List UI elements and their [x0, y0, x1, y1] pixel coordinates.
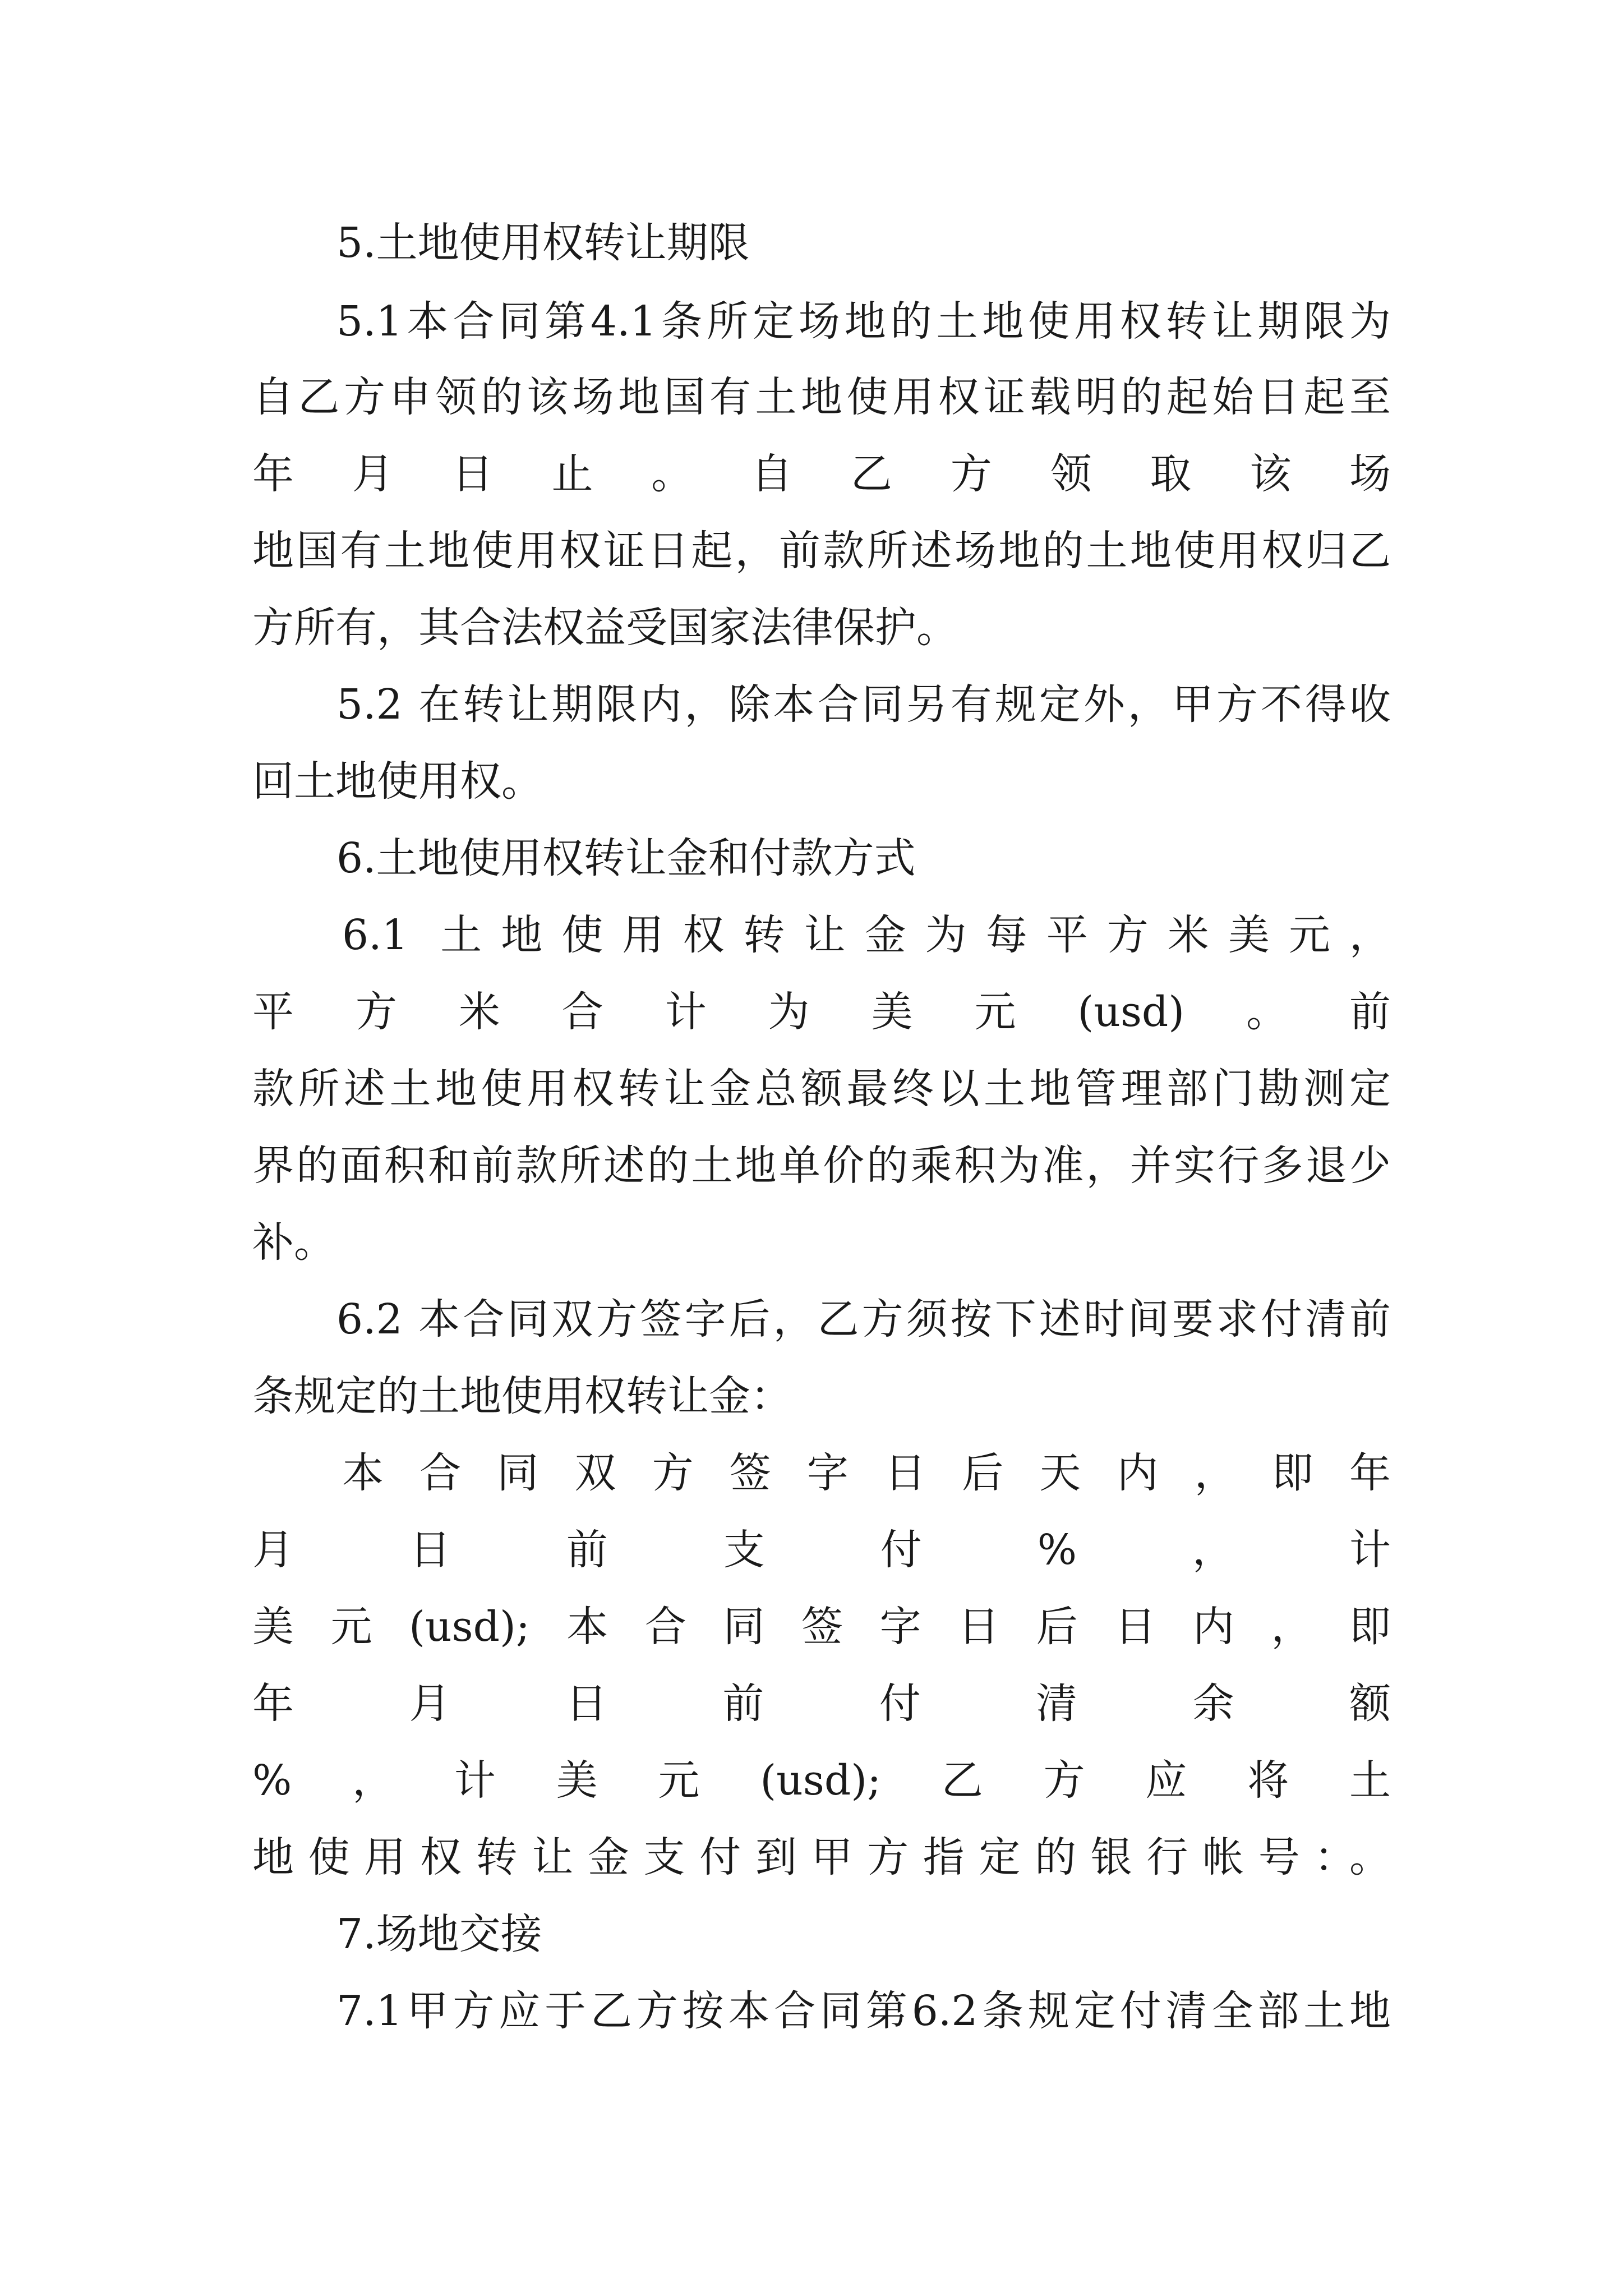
text-segment: 美元(usd	[871, 988, 1169, 1036]
text-segment: );本合同签字日后	[500, 1603, 1115, 1651]
text-segment: 地使用权转让金支付到甲方指定的银行帐号：	[252, 1833, 1349, 1881]
text-segment: 条规定的土地使用权转让金：	[252, 1372, 792, 1420]
paragraph-line	[252, 756, 1391, 807]
text-segment: 月	[352, 450, 452, 498]
text-segment: %，计	[252, 1756, 556, 1805]
text-segment: 界的面积和前款所述的土地单价的乘积为准，并实行多退少	[252, 1142, 1391, 1190]
text-segment: );乙方应将土	[851, 1756, 1391, 1805]
paragraph-line	[336, 1294, 1391, 1345]
text-segment: )。前	[1168, 988, 1391, 1036]
text-segment: 日前付清余额	[565, 1680, 1391, 1728]
paragraph-line	[252, 1525, 1391, 1575]
paragraph-line	[252, 1064, 1391, 1114]
text-segment: 自乙方申领的该场地国有土地使用权证载明的起始日起至	[252, 373, 1391, 421]
paragraph-line	[252, 1832, 1391, 1883]
paragraph-line	[336, 1986, 1391, 2036]
paragraph-line	[252, 449, 1391, 499]
text-segment: 年	[1349, 1449, 1391, 1497]
paragraph-line	[336, 296, 1391, 347]
paragraph-line	[252, 1217, 1391, 1268]
paragraph-line	[252, 1755, 1391, 1806]
text-segment: 6.1 土地使用权转让金为每平方米	[342, 911, 1228, 959]
paragraph-line	[342, 910, 1391, 960]
text-segment: 年	[252, 1680, 409, 1728]
text-segment: 美元(usd	[556, 1756, 851, 1805]
text-segment: 日前支付	[409, 1526, 1038, 1574]
text-segment: 6.土地使用权转让金和付款方式	[336, 834, 916, 882]
paragraph-line	[252, 526, 1391, 576]
paragraph-line	[252, 1602, 1391, 1652]
paragraph-line	[252, 372, 1391, 422]
text-segment: 地国有土地使用权证日起，前款所述场地的土地使用权归乙	[252, 527, 1391, 575]
text-segment: 美元(usd	[252, 1603, 500, 1651]
paragraph-line	[252, 602, 1391, 653]
text-segment: 方所有，其合法权益受国家法律保护。	[252, 604, 958, 652]
paragraph-line	[252, 1140, 1391, 1191]
paragraph-line	[342, 1448, 1391, 1498]
text-segment: 本合同双方签字日后	[342, 1449, 1040, 1497]
text-segment: 。	[1349, 1833, 1391, 1881]
text-segment: %，计	[1037, 1526, 1391, 1574]
section-heading-6	[336, 833, 1391, 884]
text-segment: 7.场地交接	[336, 1910, 542, 1958]
text-segment: 5.土地使用权转让期限	[336, 219, 750, 267]
text-segment: 平方米合计为	[252, 988, 872, 1036]
text-segment: 日内，即	[1114, 1603, 1391, 1651]
text-segment: 日止。自乙方领取该场	[451, 450, 1391, 498]
text-segment: 5.1本合同第4.1条所定场地的土地使用权转让期限为	[336, 297, 1391, 346]
text-segment: 补。	[252, 1218, 335, 1267]
text-segment: 6.2 本合同双方签字后，乙方须按下述时间要求付清前	[336, 1295, 1391, 1343]
text-segment: 回土地使用权。	[252, 757, 543, 806]
paragraph-line	[252, 1678, 1391, 1729]
paragraph-line	[252, 987, 1391, 1037]
text-segment: 月	[252, 1526, 409, 1574]
paragraph-line	[336, 679, 1391, 730]
text-segment: 美元，	[1228, 911, 1391, 959]
text-segment: 天内，即	[1039, 1449, 1350, 1497]
text-segment: 月	[409, 1680, 566, 1728]
text-segment: 款所述土地使用权转让金总额最终以土地管理部门勘测定	[252, 1065, 1391, 1113]
text-segment: 7.1甲方应于乙方按本合同第6.2条规定付清全部土地	[336, 1987, 1391, 2035]
section-heading-7	[336, 1909, 1391, 1959]
text-segment: 年	[252, 450, 352, 498]
section-heading-5	[336, 218, 1391, 268]
paragraph-line	[252, 1371, 1391, 1421]
text-segment: 5.2 在转让期限内，除本合同另有规定外，甲方不得收	[336, 680, 1391, 729]
